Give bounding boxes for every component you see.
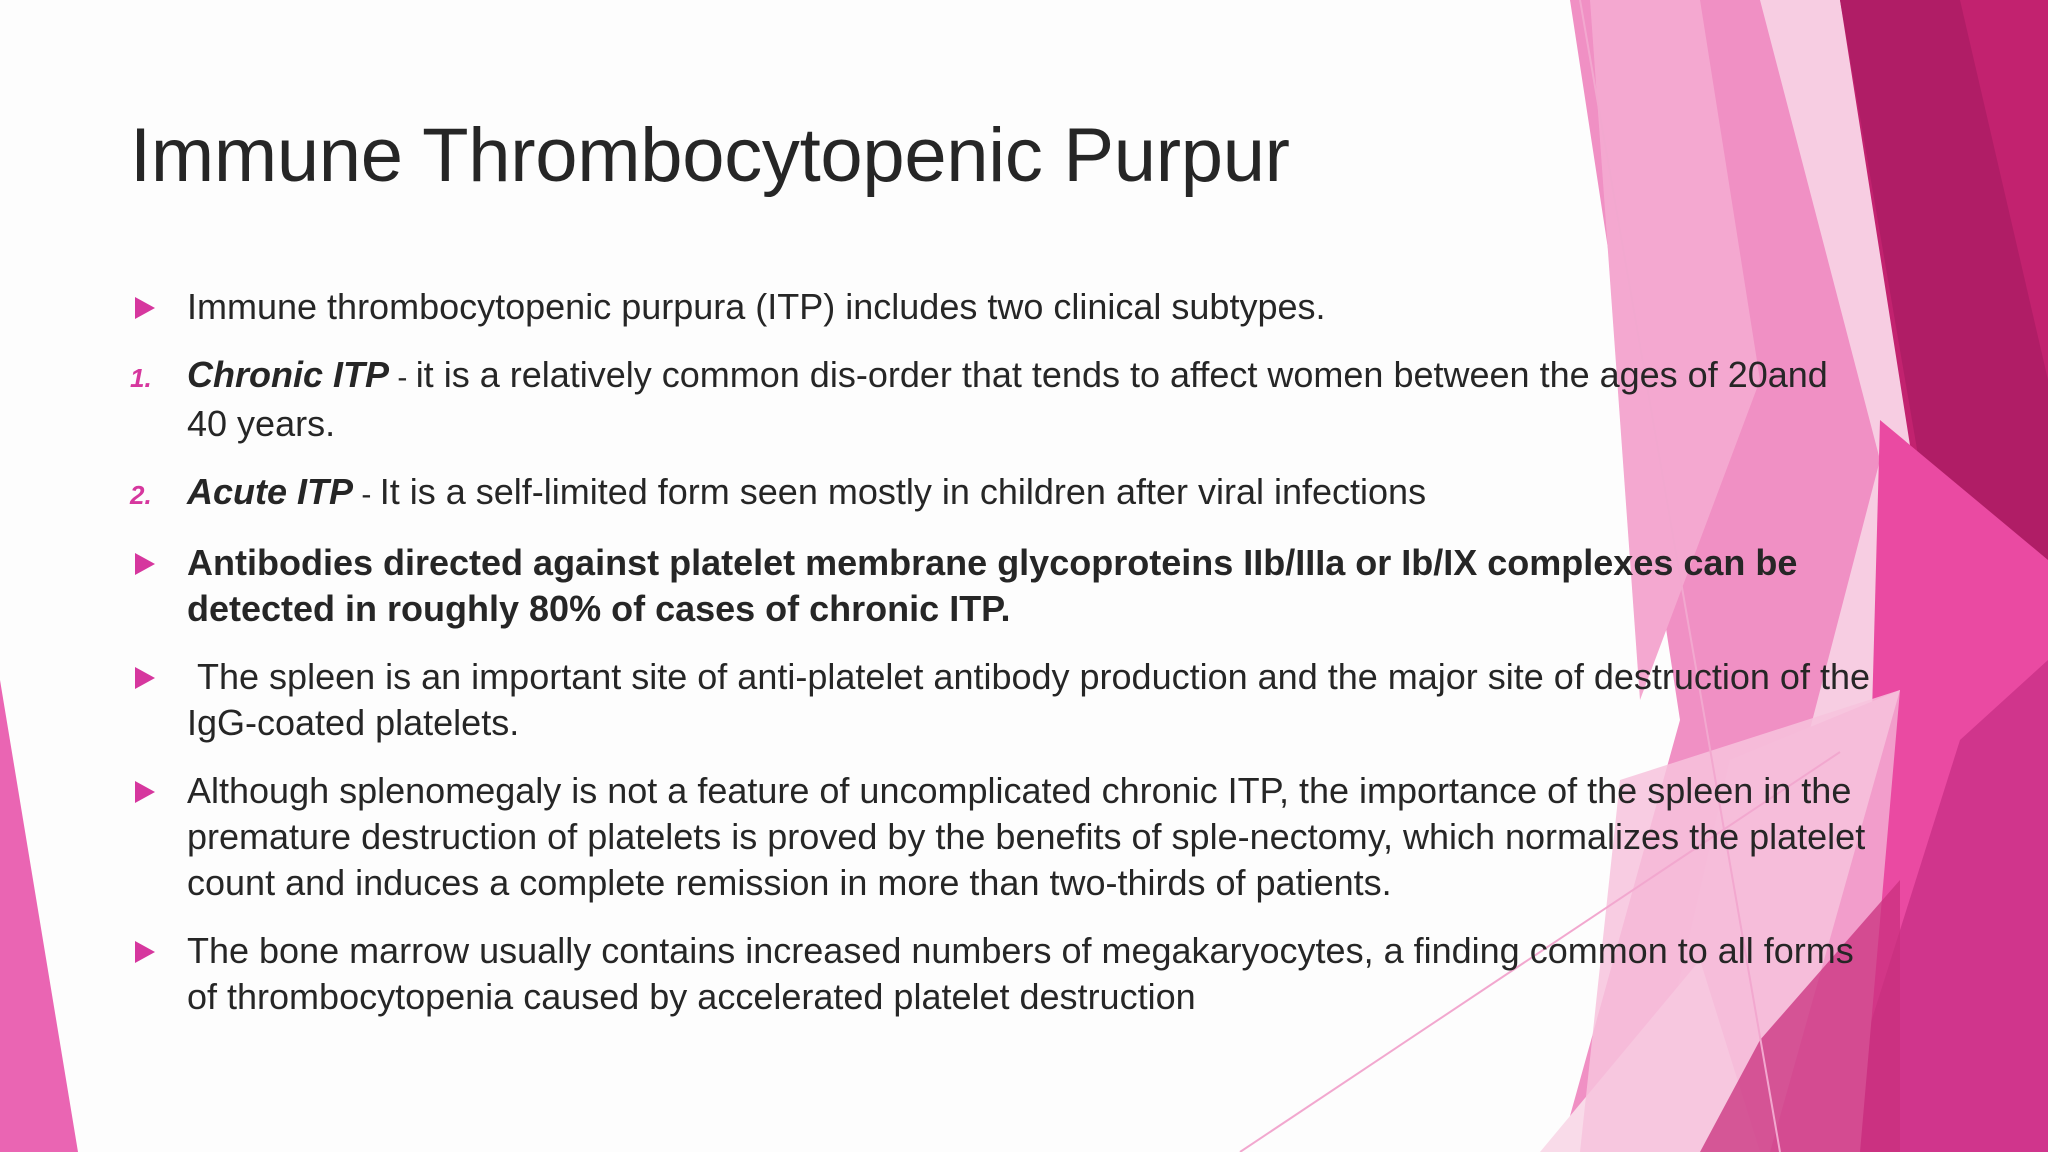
slide-title: Immune Thrombocytopenic Purpur xyxy=(130,113,1290,198)
item-separator: - xyxy=(389,361,416,394)
arrow-bullet-icon xyxy=(130,284,170,330)
item-text: it is a relatively common dis-order that tends to affect women between the ages of 20and 40 years. xyxy=(187,354,1828,444)
list-item xyxy=(130,928,1870,1020)
item-text: Although splenomegaly is not a feature of uncomplicated chronic ITP, the importance of the spleen in the premature destruction of platelets is proved by the benefits of sple-nectomy, which normalizes the platelet count and induces a complete remission in more than two-thirds of patients. xyxy=(187,770,1866,903)
list-number: 2. xyxy=(130,480,152,510)
list-number: 1. xyxy=(130,363,152,393)
arrow-bullet-icon xyxy=(130,654,170,700)
list-item xyxy=(130,654,1881,746)
decor-facet xyxy=(0,680,78,1152)
arrow-bullet-icon xyxy=(130,928,170,974)
arrow-bullet-icon xyxy=(130,540,170,586)
item-text: It is a self-limited form seen mostly in children after viral infections xyxy=(379,471,1427,512)
item-separator: - xyxy=(353,478,380,511)
item-lead: Acute ITP xyxy=(187,471,354,512)
list-item xyxy=(130,284,1870,330)
item-text: Antibodies directed against platelet membrane glycoproteins IIb/IIIa or Ib/IX complexes can be detected in roughly 80% of cases of chronic ITP. xyxy=(187,542,1798,629)
item-lead: Chronic ITP xyxy=(187,354,390,395)
item-text: The spleen is an important site of anti-platelet antibody production and the major site of destruction of the IgG-coated platelets. xyxy=(187,656,1881,743)
list-item xyxy=(130,469,1870,518)
item-text: The bone marrow usually contains increased numbers of megakaryocytes, a finding common to all forms of thrombocytopenia caused by accelerated platelet destruction xyxy=(187,930,1854,1017)
item-text: Immune thrombocytopenic purpura (ITP) includes two clinical subtypes. xyxy=(187,286,1326,327)
list-item xyxy=(130,540,1870,632)
bullet-list xyxy=(130,284,1881,1042)
arrow-bullet-icon xyxy=(130,768,170,814)
list-item xyxy=(130,352,1870,447)
list-item xyxy=(130,768,1870,906)
